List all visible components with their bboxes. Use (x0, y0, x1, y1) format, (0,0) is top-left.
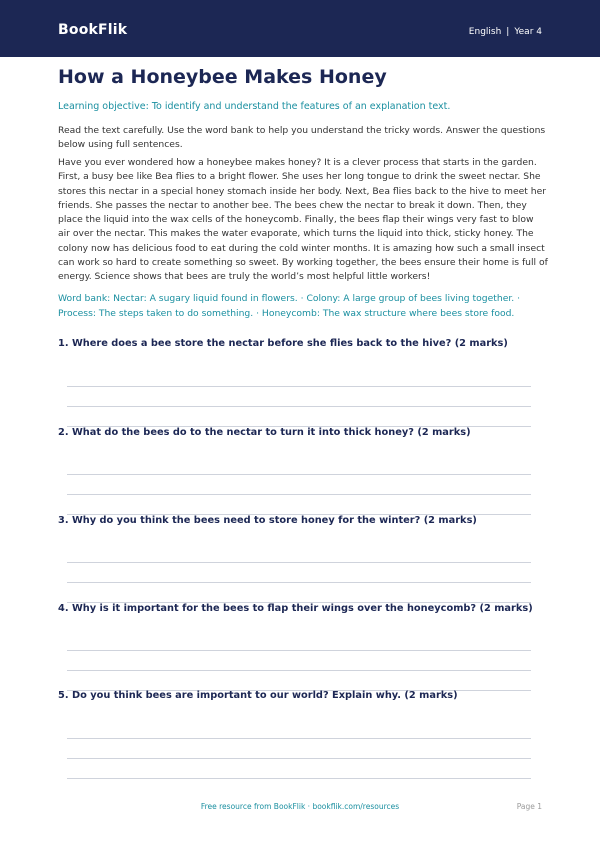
answer-line[interactable] (67, 474, 531, 475)
year-label: Year 4 (514, 27, 542, 37)
answer-line[interactable] (67, 758, 531, 759)
answer-line[interactable] (67, 562, 531, 563)
answer-line[interactable] (67, 386, 531, 387)
header-bar (0, 0, 600, 57)
subject-year (469, 27, 542, 37)
answer-line[interactable] (67, 582, 531, 583)
learning-objective: Learning objective: To identify and understand the features of an explanation text. (58, 101, 451, 112)
question-5: 5. Do you think bees are important to our world? Explain why. (2 marks) (58, 690, 458, 701)
page-title: How a Honeybee Makes Honey (58, 66, 387, 88)
footer-resource-link[interactable]: Free resource from BookFlik · bookflik.com/resources (200, 802, 400, 811)
brand-logo[interactable]: BookFlik (58, 22, 128, 38)
instructions: Read the text carefully. Use the word bank to help you understand the tricky words. Answer the questions below using full sentences. (58, 125, 546, 150)
word-bank: Word bank: Nectar: A sugary liquid found in flowers. · Colony: A large group of bees living together. · Process: The steps taken to do something. · Honeycomb: The wax structure where bees store food. (58, 293, 521, 319)
answer-line[interactable] (67, 738, 531, 739)
question-1: 1. Where does a bee store the nectar before she flies back to the hive? (2 marks) (58, 338, 508, 349)
answer-line[interactable] (67, 670, 531, 671)
question-3: 3. Why do you think the bees need to store honey for the winter? (2 marks) (58, 515, 477, 526)
meta-separator: | (506, 27, 510, 37)
answer-line[interactable] (67, 406, 531, 407)
page-number: Page 1 (516, 802, 542, 811)
answer-line[interactable] (67, 650, 531, 651)
question-2: 2. What do the bees do to the nectar to turn it into thick honey? (2 marks) (58, 427, 471, 438)
subject-label: English (468, 27, 502, 37)
answer-line[interactable] (67, 778, 531, 779)
reading-passage: Have you ever wondered how a honeybee makes honey? It is a clever process that starts in the garden. First, a busy bee like Bea flies to a bright flower. She uses her long tongue to drink the sweet nectar. She stores this nectar in a special honey stomach inside her body. Next, Bea flies back to the hive to meet her friends. She passes the nectar to another bee. The bees chew the nectar to break it down. Then, they place the liquid into the wax cells of the honeycomb. Finally, the bees flap their wings very fast to blow air over the nectar. This makes the water evaporate, which turns the liquid into thick, sticky honey. The colony now has delicious food to eat during the cold winter months. It is amazing how such a small insect can work so hard to create something so sweet. By working together, the bees ensure their home is full of energy. Science shows that bees are truly the world’s most helpful little workers! (58, 157, 548, 283)
answer-line[interactable] (67, 494, 531, 495)
question-4: 4. Why is it important for the bees to flap their wings over the honeycomb? (2 marks) (58, 603, 533, 614)
